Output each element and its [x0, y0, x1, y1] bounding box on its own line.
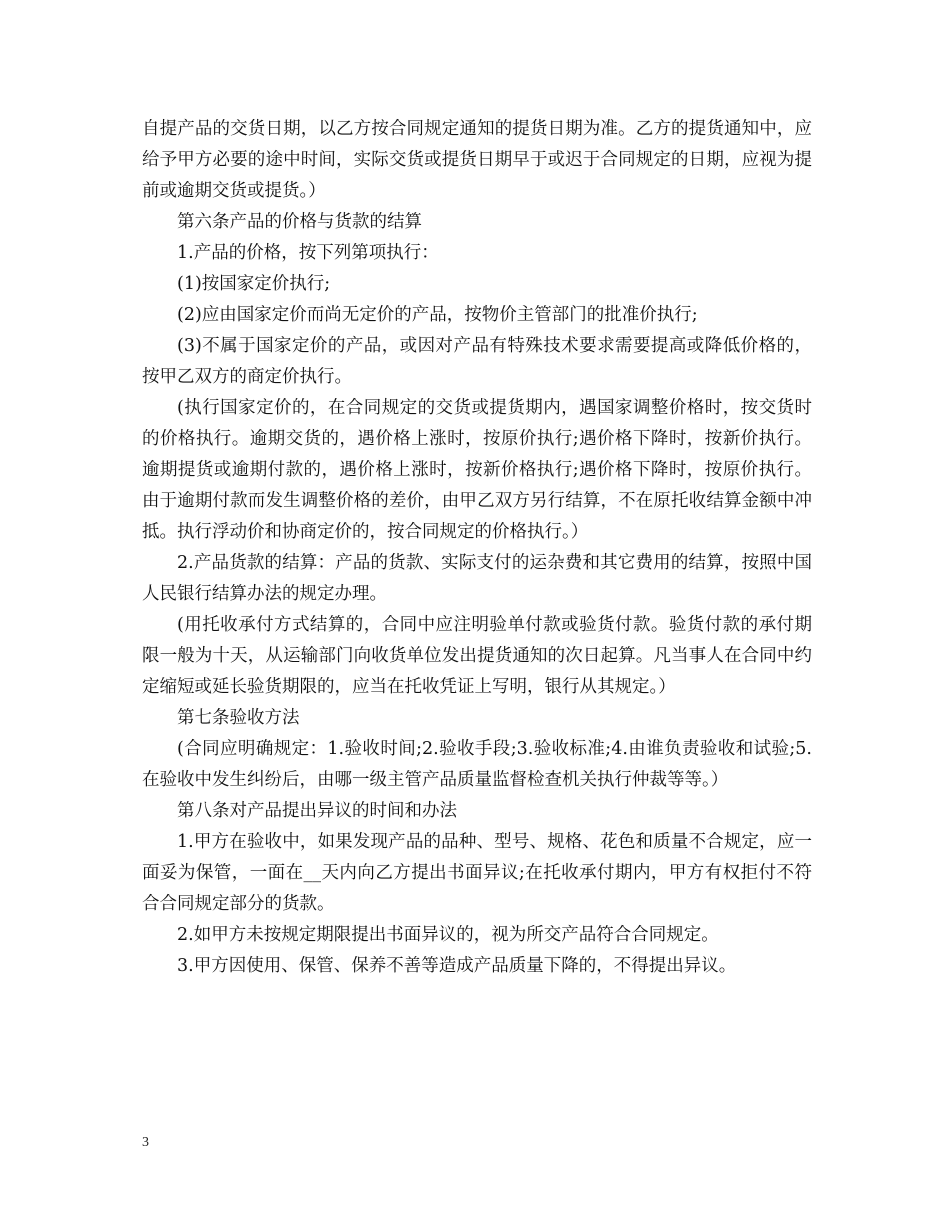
paragraph: (3)不属于国家定价的产品，或因对产品有特殊技术要求需要提高或降低价格的，按甲乙双方的商定价执行。 — [142, 336, 812, 387]
paragraph: 2.如甲方未按规定期限提出书面异议的，视为所交产品符合合同规定。 — [177, 925, 719, 945]
paragraph: (用托收承付方式结算的，合同中应注明验单付款或验货付款。验货付款的承付期限一般为十天，从运输部门向收货单位发出提货通知的次日起算。凡当事人在合同中约定缩短或延长验货期限的，应当在托收凭证上写明，银行从其规定。） — [142, 615, 812, 697]
page-number: 3 — [142, 1135, 149, 1150]
paragraph: 3.甲方因使用、保管、保养不善等造成产品质量下降的，不得提出异议。 — [177, 956, 737, 976]
document-body — [142, 114, 812, 982]
paragraph: 1.甲方在验收中，如果发现产品的品种、型号、规格、花色和质量不合规定，应一面妥为保管，一面在__天内向乙方提出书面异议;在托收承付期内，甲方有权拒付不符合合同规定部分的货款。 — [142, 832, 812, 914]
paragraph: 2.产品货款的结算：产品的货款、实际支付的运杂费和其它费用的结算，按照中国人民银行结算办法的规定办理。 — [142, 553, 812, 604]
paragraph: 1.产品的价格，按下列第项执行： — [177, 243, 439, 263]
paragraph: (2)应由国家定价而尚无定价的产品，按物价主管部门的批准价执行; — [177, 305, 698, 325]
paragraph: (合同应明确规定：1.验收时间;2.验收手段;3.验收标准;4.由谁负责验收和试验;5.在验收中发生纠纷后，由哪一级主管产品质量监督检查机关执行仲裁等等。） — [142, 739, 812, 790]
paragraph: (执行国家定价的，在合同规定的交货或提货期内，遇国家调整价格时，按交货时的价格执行。逾期交货的，遇价格上涨时，按原价执行;遇价格下降时，按新价执行。逾期提货或逾期付款的，遇价格上涨时，按新价格执行;遇价格下降时，按原价执行。由于逾期付款而发生调整价格的差价，由甲乙双方另行结算，不在原托收结算金额中冲抵。执行浮动价和协商定价的，按合同规定的价格执行。） — [142, 398, 812, 542]
paragraph: 自提产品的交货日期，以乙方按合同规定通知的提货日期为准。乙方的提货通知中，应给予甲方必要的途中时间，实际交货或提货日期早于或迟于合同规定的日期，应视为提前或逾期交货或提货。） — [142, 119, 812, 201]
article-heading: 第七条验收方法 — [177, 708, 300, 728]
article-heading: 第八条对产品提出异议的时间和办法 — [177, 801, 457, 821]
paragraph: (1)按国家定价执行; — [177, 274, 331, 294]
article-heading: 第六条产品的价格与货款的结算 — [177, 212, 422, 232]
